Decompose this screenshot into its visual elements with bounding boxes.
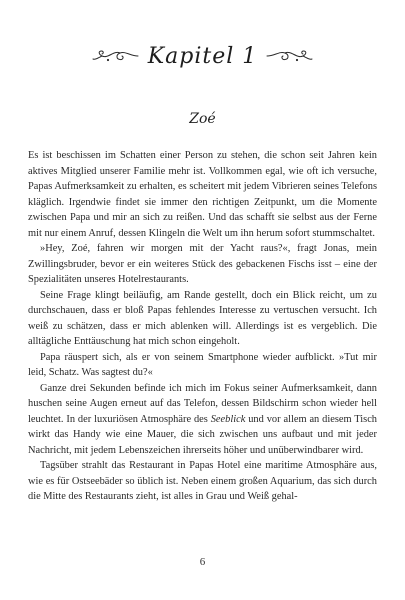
paragraph: Papa räuspert sich, als er von seinem Smartphone wieder aufblickt. »Tut mir leid, Schatz. Was sagtest du?«: [28, 351, 377, 378]
left-flourish-ornament: [92, 47, 140, 65]
right-flourish-ornament: [265, 47, 313, 65]
pov-character-name: Zoé: [189, 111, 216, 127]
paragraph: Tagsüber strahlt das Restaurant in Papas Hotel eine maritime Atmosphäre aus, wie es für Ostseebäder so üblich ist. Neben einem großen Aquarium, das sich durch die Mitte des Restaurants zieht, ist alles in Grau und Weiß gehal-: [28, 460, 377, 502]
paragraph: Es ist beschissen im Schatten einer Person zu stehen, die schon seit Jahren kein aktives Mitglied unserer Familie mehr ist. Vollkommen egal, wie oft ich versuche, Papas Aufmerksamkeit zu erhalten, es scheitert mit jedem Vibrieren seines Telefons kläglich. Irgendwie findet sie immer den richtigen Zeitpunkt, um die Momente zwischen Papa und mir an sich zu reißen. Und das schafft sie selbst aus der Ferne mit nur einem Anruf, dessen Klingeln die Welt um ihn herum sofort stummschaltet.: [28, 150, 377, 239]
paragraph: »Hey, Zoé, fahren wir morgen mit der Yacht raus?«, fragt Jonas, mein Zwillingsbruder, bevor er ein weiteres Stück des gebackenen Fischs isst – eine der Spezialitäten unseres Hotelrestaurants.: [28, 243, 377, 285]
chapter-body-text: [28, 148, 377, 505]
page-number: 6: [199, 556, 206, 568]
chapter-header: [0, 36, 405, 76]
paragraph: Ganze drei Sekunden befinde ich mich im Fokus seiner Aufmerksamkeit, dann huschen seine Augen erneut auf das Telefon, dessen Bildschirm schon wieder hell leuchtet. In der luxuriösen Atmosphäre des Seeblick und vor allem an diesem Tisch wirkt das Handy wie eine Mauer, die sich zwischen uns aufbaut und mit jeder Nachricht, mit jedem Lebenszeichen ihrerseits höher und unüberwindbarer wird.: [28, 382, 377, 456]
chapter-title: Kapitel 1: [147, 43, 258, 69]
paragraph: Seine Frage klingt beiläufig, am Rande gestellt, doch ein Blick reicht, um zu durchschauen, dass er bloß Papas fehlendes Interesse zu vertuschen versucht. Ich weiß zu schätzen, dass er mich ablenken will. Allerdings ist es vergeblich. Die alltägliche Enttäuschung hat mich schon eingeholt.: [28, 289, 377, 347]
hotel-name-emphasis: Seeblick: [210, 413, 246, 425]
